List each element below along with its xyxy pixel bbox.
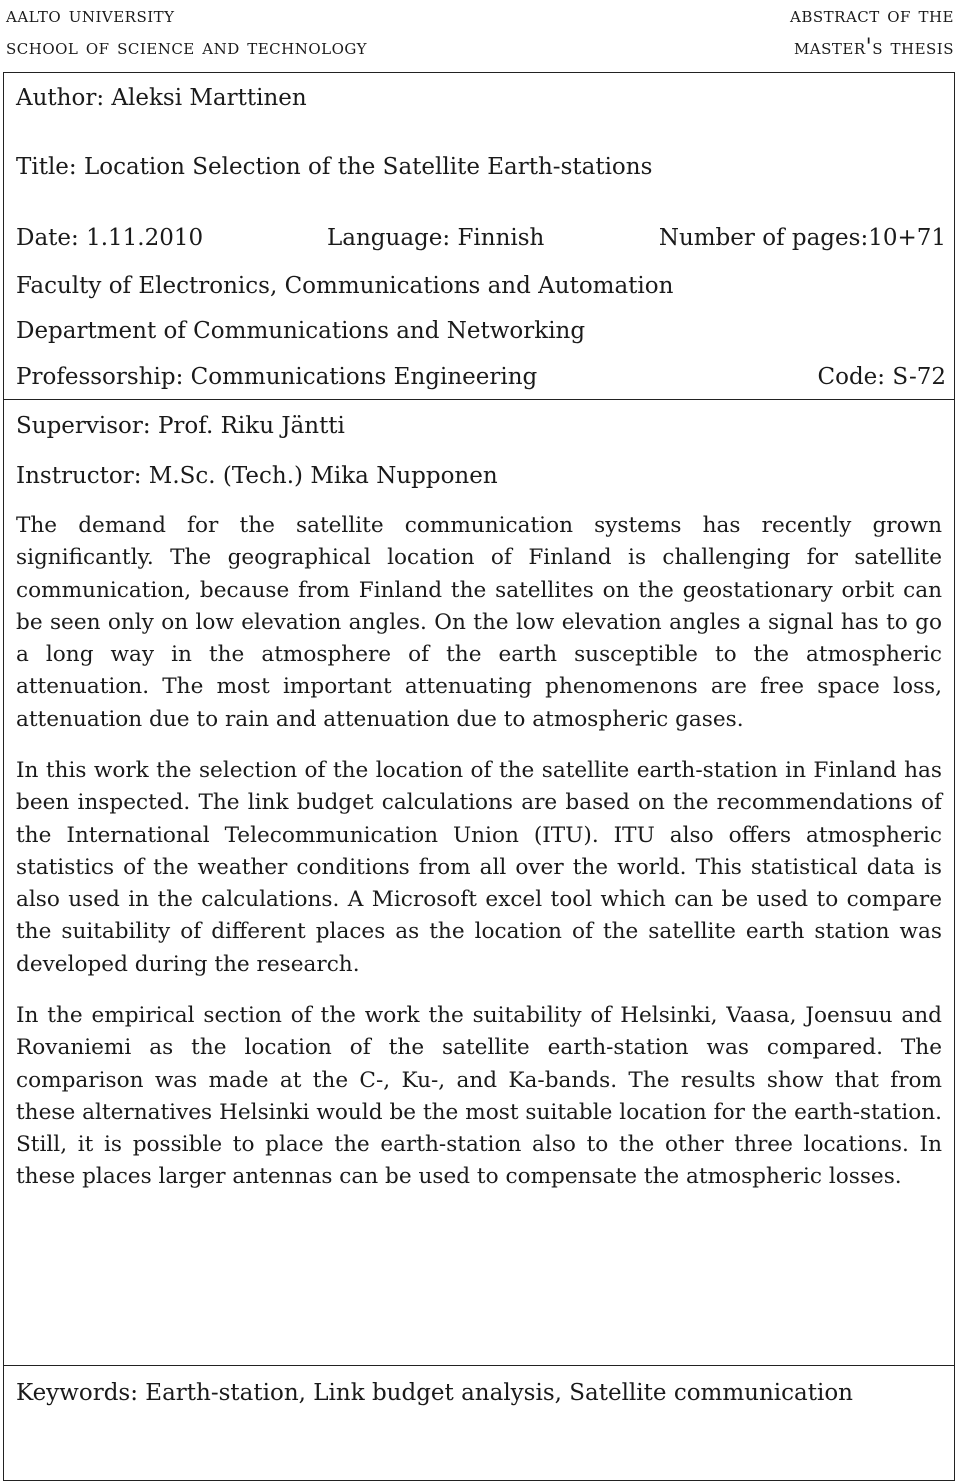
abstract-text-1: The demand for the satellite communication systems has recently grown significantly. The geographical location of Finland is challenging for satellite communication, because from Finland the satellites on the geostationary orbit can be seen only on low elevation angles. On the low elevation angles a signal has to go a long way in the atmosphere of the earth susceptible to the atmospheric attenuation. The most important attenuating phenomenons are free space loss, attenuation due to rain and attenuation due to atmospheric gases.: [16, 513, 942, 732]
abstract-text-2: In this work the selection of the location of the satellite earth-station in Finland has been inspected. The link budget calculations are based on the recommendations of the International Telecommunication Union (ITU). ITU also offers atmospheric statistics of the weather conditions from all over the world. This statistical data is also used in the calculations. A Microsoft excel tool which can be used to compare the suitability of different places as the location of the satellite earth station was developed during the research.: [16, 758, 942, 977]
language-line: Language: Finnish: [327, 225, 545, 251]
abstract-paragraph-1: [16, 510, 942, 736]
pages-line: Number of pages:10+71: [658, 225, 946, 251]
school-name: school of science and technology: [6, 35, 368, 60]
department-line: Department of Communications and Networking: [16, 318, 586, 344]
abstract-text-3: In the empirical section of the work the suitability of Helsinki, Vaasa, Joensuu and Rovaniemi as the location of the satellite earth-station was compared. The comparison was made at the C-, Ku-, and Ka-bands. The results show that from these alternatives Helsinki would be the most suitable location for the earth-station. Still, it is possible to place the earth-station also to the other three locations. In these places larger antennas can be used to compensate the atmospheric losses.: [16, 1003, 942, 1190]
university-header: [6, 0, 367, 64]
title-line: Title: Location Selection of the Satellite Earth-stations: [16, 154, 653, 180]
faculty-line: Faculty of Electronics, Communications and Automation: [16, 273, 674, 299]
author-line: Author: Aleksi Marttinen: [16, 85, 307, 111]
doc-type-line1: abstract of the: [790, 3, 954, 28]
date-line: Date: 1.11.2010: [16, 225, 204, 251]
university-name: aalto university: [6, 3, 175, 28]
supervisor-line: Supervisor: Prof. Riku Jäntti: [16, 413, 345, 439]
professorship-line: Professorship: Communications Engineering: [16, 364, 538, 390]
instructor-line: Instructor: M.Sc. (Tech.) Mika Nupponen: [16, 463, 498, 489]
abstract-paragraph-2: [16, 755, 942, 981]
keywords-line: Keywords: Earth-station, Link budget analysis, Satellite communication: [16, 1380, 853, 1406]
doc-type-line2: master's thesis: [793, 35, 954, 60]
document-type-header: [790, 0, 954, 64]
abstract-paragraph-3: [16, 1000, 942, 1194]
course-code: Code: S-72: [817, 364, 946, 390]
